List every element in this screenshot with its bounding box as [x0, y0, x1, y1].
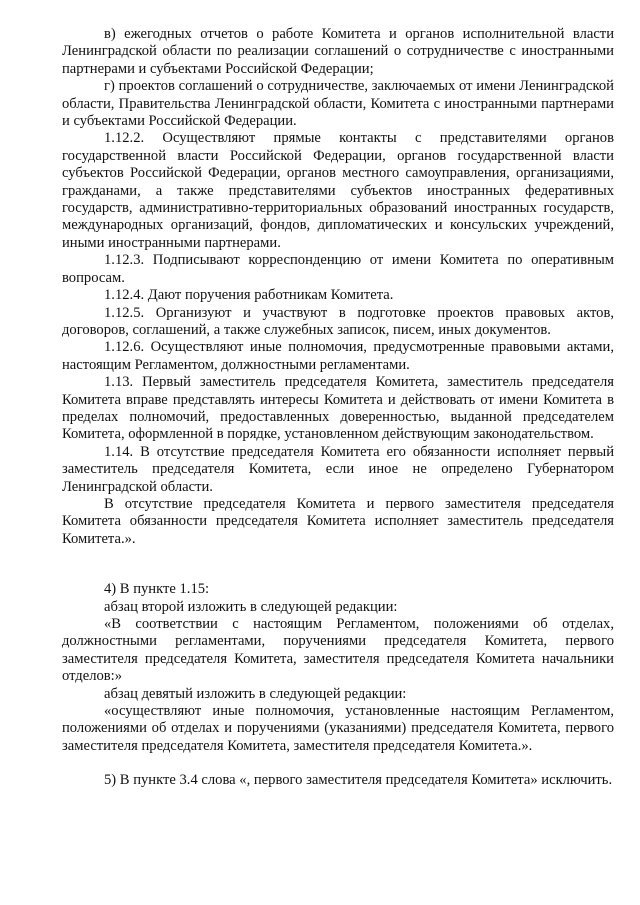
paragraph-1-12-2: 1.12.2. Осуществляют прямые контакты с представителями органов государственной власти Российской Федерации, органов государственной власти субъектов Российской Федерации, органов местного самоуправления, организациями, гражданами, а также представителями субъектов иностранных федеративных государств, административно-территориальных образований иностранных государств, международных организаций, фондов, дипломатических и консульских учреждений, иными иностранными партнерами.	[62, 130, 614, 251]
document-page	[62, 26, 614, 790]
paragraph-1-12-6: 1.12.6. Осуществляют иные полномочия, предусмотренные правовыми актами, настоящим Регламентом, должностными регламентами.	[62, 339, 614, 373]
paragraph-1-13: 1.13. Первый заместитель председателя Комитета, заместитель председателя Комитета вправе представлять интересы Комитета и действовать от имени Комитета в пределах полномочий, предоставленных доверенностью, выданной председателем Комитета, оформленной в порядке, установленном действующим законодательством.	[62, 374, 614, 443]
paragraph-ninth-abzac-intro: абзац девятый изложить в следующей редакции:	[104, 685, 407, 702]
paragraph-1-12-5: 1.12.5. Организуют и участвуют в подготовке проектов правовых актов, договоров, соглашений, а также служебных записок, писем, иных документов.	[62, 304, 614, 338]
paragraph-1-14: 1.14. В отсутствие председателя Комитета его обязанности исполняет первый заместитель председателя Комитета, если иное не определено Губернатором Ленинградской области.	[62, 443, 614, 495]
paragraph-item-5: 5) В пункте 3.4 слова «, первого заместителя председателя Комитета» исключить.	[104, 772, 613, 789]
paragraph-item-4-heading: 4) В пункте 1.15:	[104, 581, 210, 598]
paragraph-second-abzac-intro: абзац второй изложить в следующей редакции:	[104, 598, 398, 615]
paragraph-1-12-4: 1.12.4. Дают поручения работникам Комитета.	[104, 287, 394, 304]
paragraph-item-g: г) проектов соглашений о сотрудничестве, заключаемых от имени Ленинградской области, Правительства Ленинградской области, Комитета с иностранными партнерами и субъектами Российской Федерации.	[62, 78, 614, 130]
paragraph-ninth-abzac-text: «осуществляют иные полномочия, установленные настоящим Регламентом, положениями об отделах и поручениями (указаниями) председателя Комитета, первого заместителя председателя Комитета, заместителя председателя Комитета.».	[62, 703, 614, 754]
paragraph-second-abzac-text: «В соответствии с настоящим Регламентом, положениями об отделах, должностными регламентами, поручениями председателя Комитета, первого заместителя председателя Комитета, заместителя председателя Комитета начальники отделов:»	[62, 616, 614, 685]
paragraph-item-v: в) ежегодных отчетов о работе Комитета и органов исполнительной власти Ленинградской области по реализации соглашений о сотрудничестве с иностранными партнерами и субъектами Российской Федерации;	[62, 26, 614, 77]
paragraph-1-12-3: 1.12.3. Подписывают корреспонденцию от имени Комитета по оперативным вопросам.	[62, 252, 614, 286]
paragraph-absence-clause: В отсутствие председателя Комитета и первого заместителя председателя Комитета обязанности председателя Комитета исполняет заместитель председателя Комитета.».	[62, 495, 614, 547]
